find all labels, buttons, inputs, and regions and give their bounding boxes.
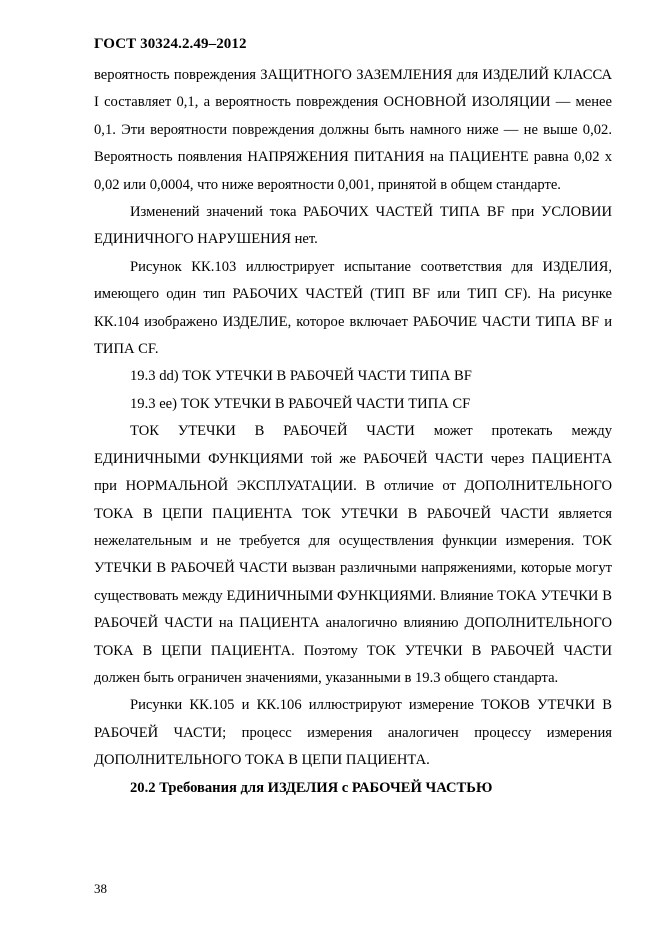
section-heading-20-2: 20.2 Требования для ИЗДЕЛИЯ с РАБОЧЕЙ ЧАСТЬЮ — [130, 779, 493, 796]
paragraph-figure-kk103: Рисунок КК.103 иллюстрирует испытание соответствия для ИЗДЕЛИЯ, имеющего один тип РАБОЧИХ ЧАСТЕЙ (ТИП BF или ТИП CF). На рисунке КК.104 изображено ИЗДЕЛИЕ, которое включает РАБОЧИЕ ЧАСТИ ТИПА BF и ТИПА CF. — [94, 258, 612, 358]
standard-header: ГОСТ 30324.2.49–2012 — [94, 36, 247, 52]
paragraph-bf-current: Изменений значений тока РАБОЧИХ ЧАСТЕЙ ТИПА BF при УСЛОВИИ ЕДИНИЧНОГО НАРУШЕНИЯ нет. — [94, 204, 612, 248]
paragraph-continuation: вероятность повреждения ЗАЩИТНОГО ЗАЗЕМЛЕНИЯ для ИЗДЕЛИЙ КЛАССА I составляет 0,1, а вероятность повреждения ОСНОВНОЙ ИЗОЛЯЦИИ — менее 0,1. Эти вероятности повреждения должны быть намного ниже — не выше 0,02. Вероятность появления НАПРЯЖЕНИЯ ПИТАНИЯ на ПАЦИЕНТЕ равна 0,02 х 0,02 или 0,0004, что ниже вероятности 0,001, принятой в общем стандарте. — [94, 67, 612, 193]
page-number: 38 — [94, 881, 107, 896]
paragraph-figure-kk105: Рисунки КК.105 и КК.106 иллюстрируют измерение ТОКОВ УТЕЧКИ В РАБОЧЕЙ ЧАСТИ; процесс измерения аналогичен процессу измерения ДОПОЛНИТЕЛЬНОГО ТОКА В ЦЕПИ ПАЦИЕНТА. — [94, 697, 612, 769]
clause-19-3-dd: 19.3 dd) ТОК УТЕЧКИ В РАБОЧЕЙ ЧАСТИ ТИПА BF — [130, 368, 472, 385]
clause-19-3-ee: 19.3 ee) ТОК УТЕЧКИ В РАБОЧЕЙ ЧАСТИ ТИПА CF — [130, 395, 471, 412]
paragraph-leakage-current: ТОК УТЕЧКИ В РАБОЧЕЙ ЧАСТИ может протекать между ЕДИНИЧНЫМИ ФУНКЦИЯМИ той же РАБОЧЕЙ ЧАСТИ через ПАЦИЕНТА при НОРМАЛЬНОЙ ЭКСПЛУАТАЦИИ. В отличие от ДОПОЛНИТЕЛЬНОГО ТОКА В ЦЕПИ ПАЦИЕНТА ТОК УТЕЧКИ В РАБОЧЕЙ ЧАСТИ является нежелательным и не требуется для осуществления функции измерения. ТОК УТЕЧКИ В РАБОЧЕЙ ЧАСТИ вызван различными напряжениями, которые могут существовать между ЕДИНИЧНЫМИ ФУНКЦИЯМИ. Влияние ТОКА УТЕЧКИ В РАБОЧЕЙ ЧАСТИ на ПАЦИЕНТА аналогично влиянию ДОПОЛНИТЕЛЬНОГО ТОКА В ЦЕПИ ПАЦИЕНТА. Поэтому ТОК УТЕЧКИ В РАБОЧЕЙ ЧАСТИ должен быть ограничен значениями, указанными в 19.3 общего стандарта. — [94, 423, 612, 686]
document-body — [94, 62, 612, 802]
